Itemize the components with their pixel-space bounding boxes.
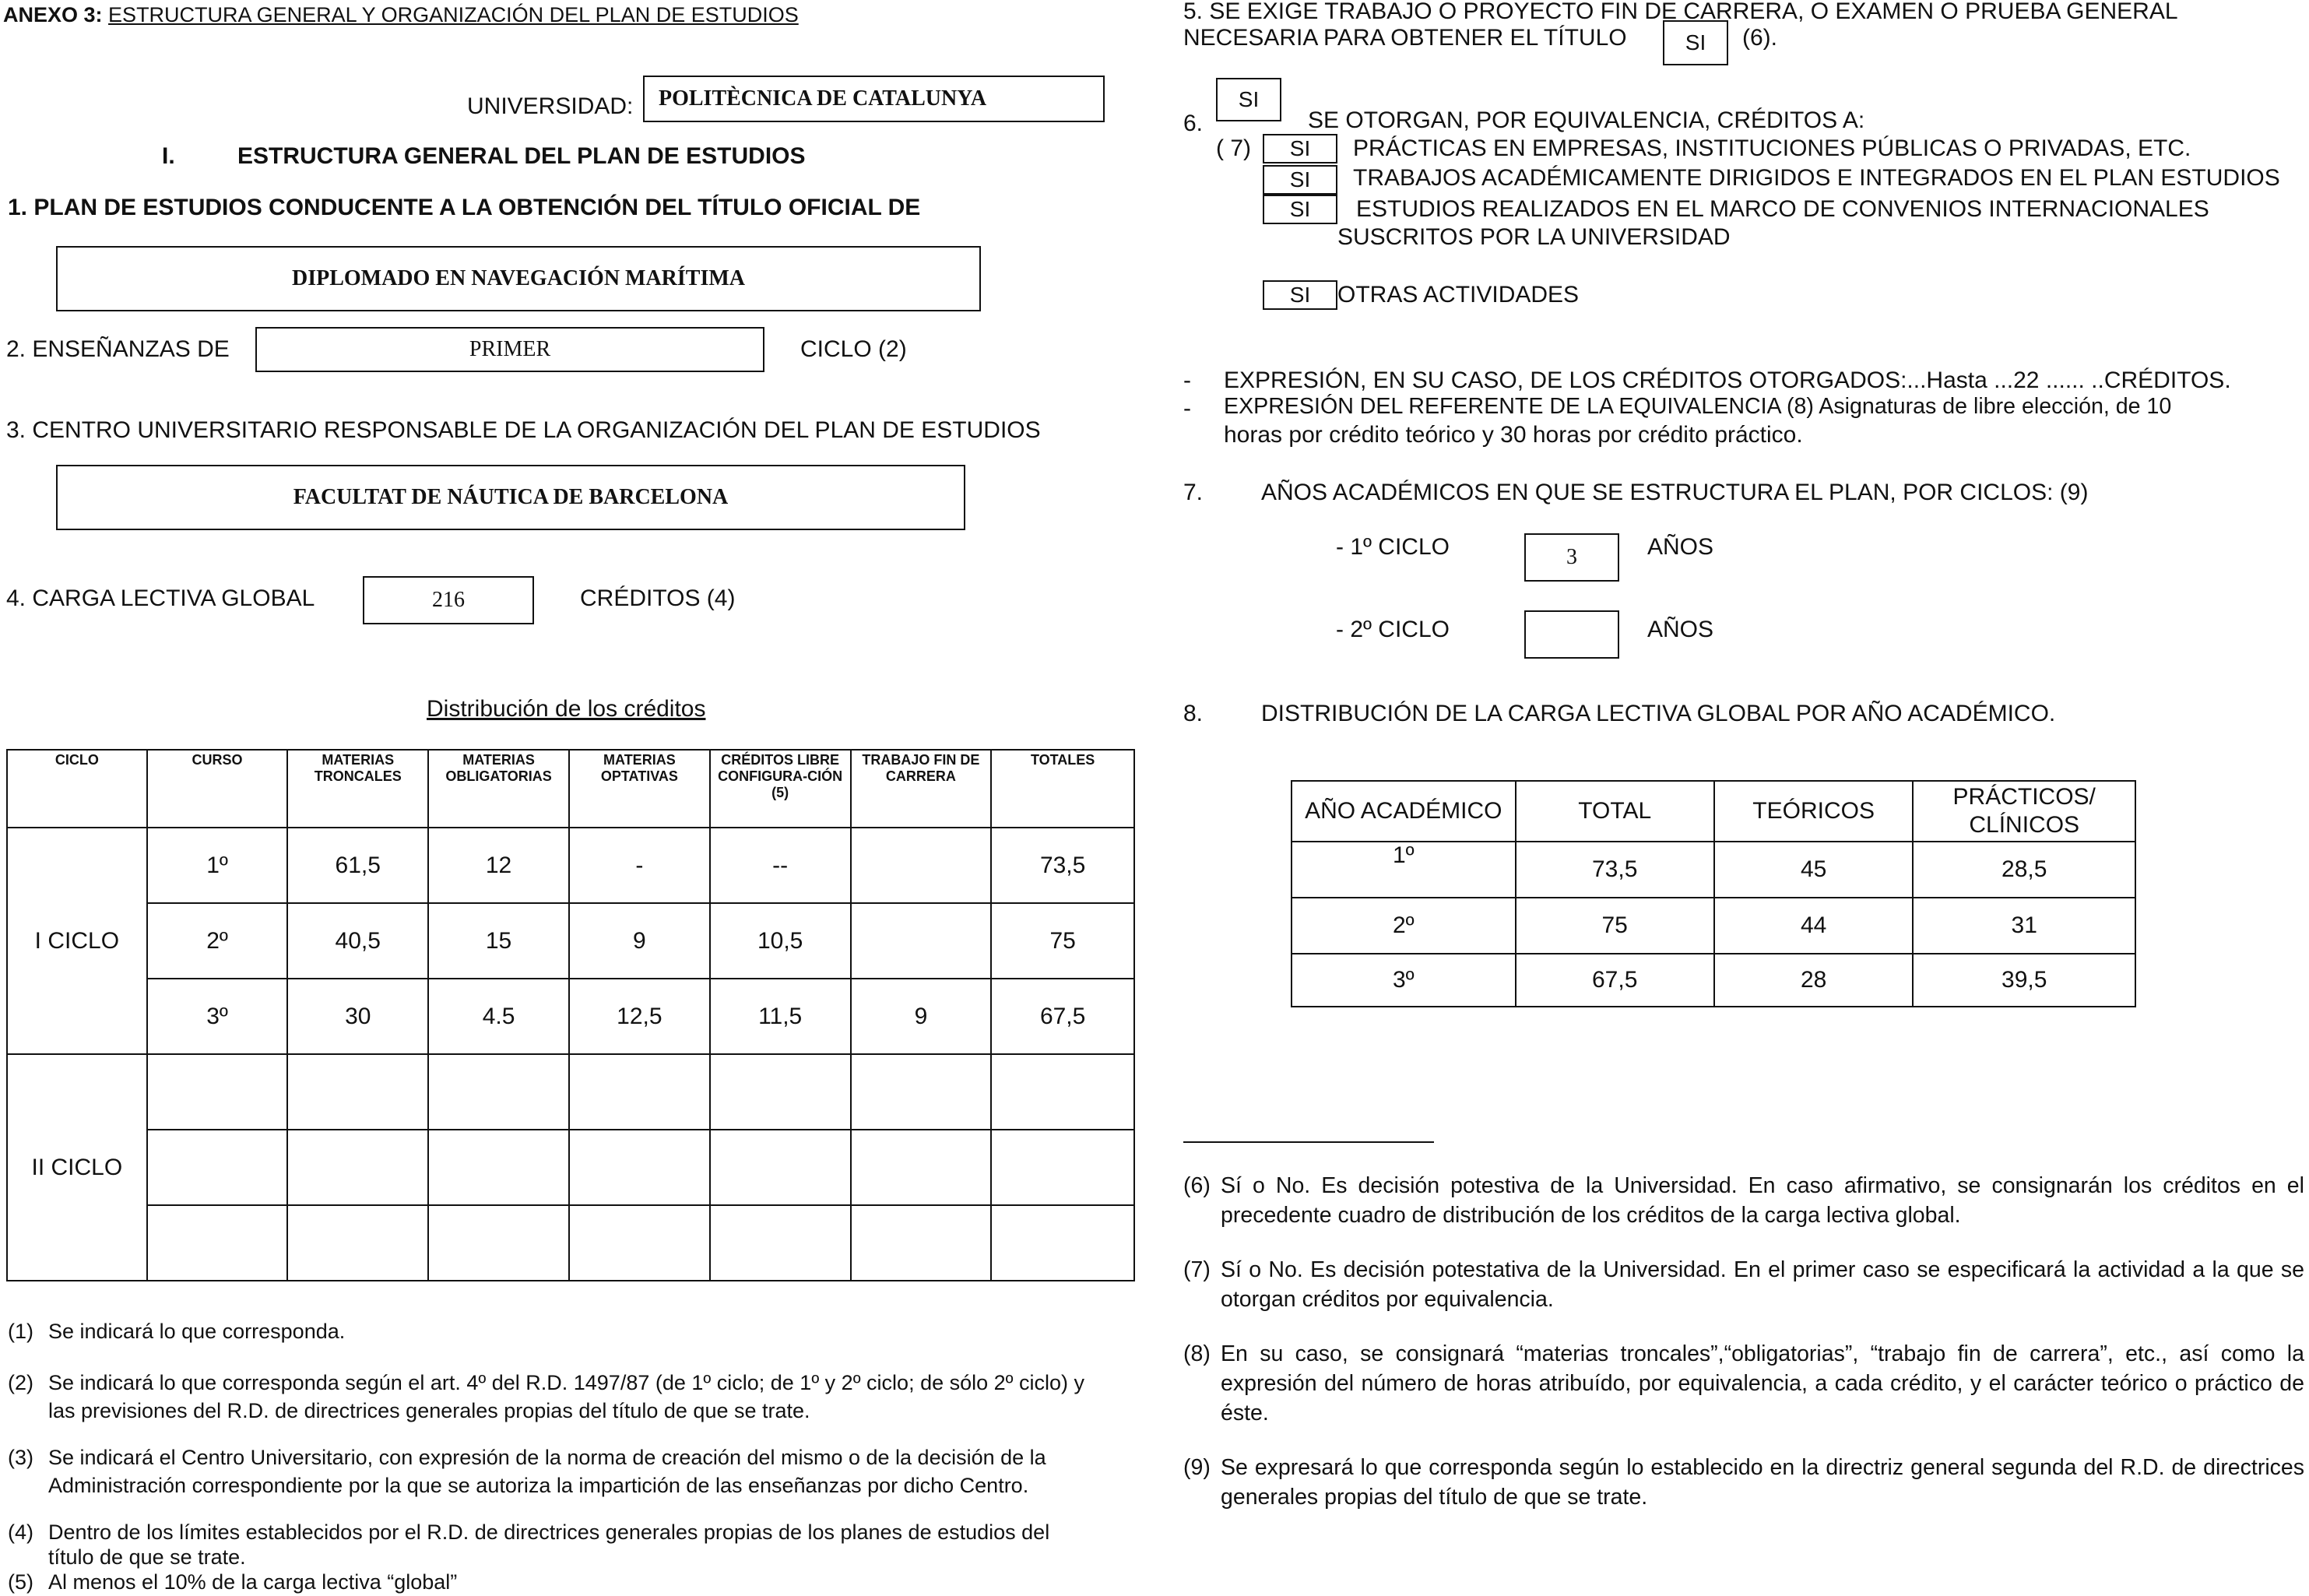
anexo-title: ESTRUCTURA GENERAL Y ORGANIZACIÓN DEL PLAN DE ESTUDIOS — [108, 3, 799, 26]
footnote-4: (4) Dentro de los límites establecidos por el R.D. de directrices generales propias de los planes de estudios del título de que se trate. — [8, 1520, 1050, 1569]
header-cell: CURSO — [147, 750, 288, 828]
table-cell: 73,5 — [991, 828, 1134, 903]
header-cell: MATERIAS OBLIGATORIAS — [428, 750, 569, 828]
table-cell: 3º — [1292, 954, 1516, 1007]
item8-num: 8. — [1183, 701, 1204, 726]
carga-anual-table — [1291, 780, 2136, 1007]
table-cell: 61,5 — [287, 828, 428, 903]
table-row — [1292, 898, 2135, 954]
option-box-trabajos: SI — [1263, 165, 1337, 195]
item4-label: 4. CARGA LECTIVA GLOBAL — [6, 585, 315, 611]
item5-suffix: (6). — [1742, 25, 1777, 51]
table-cell: 12,5 — [569, 979, 710, 1054]
table-cell: 12 — [428, 828, 569, 903]
table-cell: 10,5 — [710, 903, 851, 979]
header-cell: TRABAJO FIN DE CARRERA — [851, 750, 992, 828]
footnote-6: (6) Sí o No. Es decisión potestiva de la Universidad. En caso afirmativo, se consignarán los créditos en el precedente cuadro de distribución de los créditos de la carga lectiva global. — [1183, 1173, 2304, 1228]
centro-field: FACULTAT DE NÁUTICA DE BARCELONA — [56, 465, 965, 530]
bullet-dash: - — [1183, 395, 1191, 421]
header-cell: AÑO ACADÉMICO — [1292, 781, 1516, 842]
item5-si-box: SI — [1663, 20, 1728, 65]
bullet-dash: - — [1183, 367, 1191, 393]
item5-line2: NECESARIA PARA OBTENER EL TÍTULO — [1183, 25, 1627, 51]
header-cell: TOTALES — [991, 750, 1134, 828]
table-row — [7, 1130, 1134, 1205]
table-cell: 44 — [1714, 898, 1914, 954]
ciclo1-label: - 1º CICLO — [1336, 534, 1450, 560]
ciclo1-field: 3 — [1524, 533, 1619, 582]
table-row — [1292, 842, 2135, 898]
header-cell: PRÁCTICOS/ CLÍNICOS — [1913, 781, 2135, 842]
item2-suffix: CICLO (2) — [800, 336, 907, 362]
ciclo2-field — [1524, 610, 1619, 659]
table-cell — [851, 903, 992, 979]
ensenanzas-field: PRIMER — [255, 327, 764, 372]
item5-line1: 5. SE EXIGE TRABAJO O PROYECTO FIN DE CARRERA, O EXAMEN O PRUEBA GENERAL — [1183, 0, 2178, 24]
option-label-trabajos: TRABAJOS ACADÉMICAMENTE DIRIGIDOS E INTEGRADOS EN EL PLAN ESTUDIOS — [1353, 165, 2280, 191]
ciclo-cell: I CICLO — [7, 828, 147, 1054]
footnote-2: (2) Se indicará lo que corresponda según el art. 4º del R.D. 1497/87 (de 1º ciclo; de 1º y 2º ciclo; de sólo 2º ciclo) y las previsiones del R.D. de directrices generales propias del título de que se trate. — [8, 1371, 1085, 1422]
table-cell: -- — [710, 828, 851, 903]
table-cell: 11,5 — [710, 979, 851, 1054]
header-cell: TEÓRICOS — [1714, 781, 1914, 842]
item4-suffix: CRÉDITOS (4) — [580, 585, 736, 611]
table-cell: 2º — [147, 903, 288, 979]
table-cell: 31 — [1913, 898, 2135, 954]
footnote-7: (7) Sí o No. Es decisión potestativa de la Universidad. En el primer caso se especificará la actividad a la que se otorgan créditos por equivalencia. — [1183, 1257, 2304, 1312]
footnote-5: (5) Al menos el 10% de la carga lectiva “global” — [8, 1570, 458, 1594]
bullet-equivalencia: EXPRESIÓN DEL REFERENTE DE LA EQUIVALENCIA (8) Asignaturas de libre elección, de 10 — [1224, 394, 2172, 419]
item1-label: 1. PLAN DE ESTUDIOS CONDUCENTE A LA OBTENCIÓN DEL TÍTULO OFICIAL DE — [8, 195, 921, 220]
ciclo-cell: II CICLO — [7, 1054, 147, 1281]
option-label-convenios: ESTUDIOS REALIZADOS EN EL MARCO DE CONVENIOS INTERNACIONALES — [1356, 196, 2209, 222]
header-cell: MATERIAS OPTATIVAS — [569, 750, 710, 828]
table-cell: 45 — [1714, 842, 1914, 898]
option-label-practicas: PRÁCTICAS EN EMPRESAS, INSTITUCIONES PÚBLICAS O PRIVADAS, ETC. — [1353, 135, 2191, 161]
table-cell: 3º — [147, 979, 288, 1054]
anexo-label: ANEXO 3 — [3, 3, 96, 26]
footnote-3: (3) Se indicará el Centro Universitario, con expresión de la norma de creación del mismo o de la decisión de la Administración correspondiente por la que se autoriza la impartición de las enseñanzas por dicho Centro. — [8, 1446, 1046, 1497]
section-numeral: I. — [162, 143, 175, 169]
distribucion-title: Distribución de los créditos — [427, 696, 706, 722]
option-box-practicas: SI — [1263, 134, 1337, 163]
option-label-convenios-2: SUSCRITOS POR LA UNIVERSIDAD — [1337, 224, 1731, 250]
ciclo2-anos: AÑOS — [1647, 617, 1714, 642]
footnote-8: (8) En su caso, se consignará “materias troncales”,“obligatorias”, “trabajo fin de carrera”, etc., así como la expresión del número de horas atribuído, por equivalencia, a cada crédito, y el carácter teórico o práctico de éste. — [1183, 1341, 2304, 1426]
header-cell: MATERIAS TRONCALES — [287, 750, 428, 828]
table-cell: 9 — [851, 979, 992, 1054]
footnote-1: (1) Se indicará lo que corresponda. — [8, 1320, 346, 1343]
table-cell: - — [569, 828, 710, 903]
item8-title: DISTRIBUCIÓN DE LA CARGA LECTIVA GLOBAL POR AÑO ACADÉMICO. — [1261, 701, 2056, 726]
table-cell — [851, 828, 992, 903]
header-cell: TOTAL — [1516, 781, 1714, 842]
table-row — [1292, 954, 2135, 1007]
item6-num: 6. — [1183, 111, 1204, 136]
footnote-9: (9) Se expresará lo que corresponda según lo establecido en la directriz general segunda del R.D. de directrices generales propias del título de que se trate. — [1183, 1455, 2304, 1510]
ciclo1-anos: AÑOS — [1647, 534, 1714, 560]
table-cell: 40,5 — [287, 903, 428, 979]
table-cell: 2º — [1292, 898, 1516, 954]
table-header-row — [1292, 781, 2135, 842]
table-row — [7, 979, 1134, 1054]
carga-field: 216 — [363, 576, 534, 624]
table-cell: 30 — [287, 979, 428, 1054]
item2-label: 2. ENSEÑANZAS DE — [6, 336, 230, 362]
bullet-equivalencia-2: horas por crédito teórico y 30 horas por crédito práctico. — [1224, 422, 1803, 448]
universidad-field: POLITÈCNICA DE CATALUNYA — [643, 76, 1105, 122]
table-cell: 1º — [147, 828, 288, 903]
table-row — [7, 1054, 1134, 1130]
option-box-otras: SI — [1263, 280, 1337, 310]
option-label-otras: OTRAS ACTIVIDADES — [1337, 282, 1580, 308]
table-cell: 67,5 — [1516, 954, 1714, 1007]
item7-title: AÑOS ACADÉMICOS EN QUE SE ESTRUCTURA EL PLAN, POR CICLOS: (9) — [1261, 480, 2089, 505]
table-row — [7, 828, 1134, 903]
section-title: ESTRUCTURA GENERAL DEL PLAN DE ESTUDIOS — [237, 143, 806, 169]
table-cell: 75 — [1516, 898, 1714, 954]
option-box-convenios: SI — [1263, 195, 1337, 224]
anexo-heading: ANEXO 3: ESTRUCTURA GENERAL Y ORGANIZACIÓN DEL PLAN DE ESTUDIOS — [3, 3, 799, 26]
distribucion-table — [6, 749, 1135, 1281]
table-cell: 67,5 — [991, 979, 1134, 1054]
ciclo2-label: - 2º CICLO — [1336, 617, 1450, 642]
table-cell: 28,5 — [1913, 842, 2135, 898]
item7-num: 7. — [1183, 480, 1204, 505]
item6-si-box: SI — [1216, 78, 1281, 121]
table-cell: 9 — [569, 903, 710, 979]
item6-title: SE OTORGAN, POR EQUIVALENCIA, CRÉDITOS A: — [1308, 107, 1865, 133]
table-cell: 4.5 — [428, 979, 569, 1054]
item3-label: 3. CENTRO UNIVERSITARIO RESPONSABLE DE LA ORGANIZACIÓN DEL PLAN DE ESTUDIOS — [6, 417, 1041, 443]
titulo-field: DIPLOMADO EN NAVEGACIÓN MARÍTIMA — [56, 246, 981, 311]
footnote-rule — [1183, 1141, 1434, 1143]
table-cell: 39,5 — [1913, 954, 2135, 1007]
table-row — [7, 1205, 1134, 1281]
table-row — [7, 903, 1134, 979]
bullet-creditos: EXPRESIÓN, EN SU CASO, DE LOS CRÉDITOS OTORGADOS:...Hasta ...22 ...... ..CRÉDITOS. — [1224, 367, 2231, 393]
universidad-label: UNIVERSIDAD: — [467, 93, 634, 119]
header-cell: CRÉDITOS LIBRE CONFIGURA-CIÓN (5) — [710, 750, 851, 828]
table-cell: 75 — [991, 903, 1134, 979]
table-cell: 15 — [428, 903, 569, 979]
table-header-row — [7, 750, 1134, 828]
item6-ref: ( 7) — [1216, 135, 1251, 161]
table-cell: 73,5 — [1516, 842, 1714, 898]
table-cell: 1º — [1292, 842, 1516, 898]
table-cell: 28 — [1714, 954, 1914, 1007]
header-cell: CICLO — [7, 750, 147, 828]
